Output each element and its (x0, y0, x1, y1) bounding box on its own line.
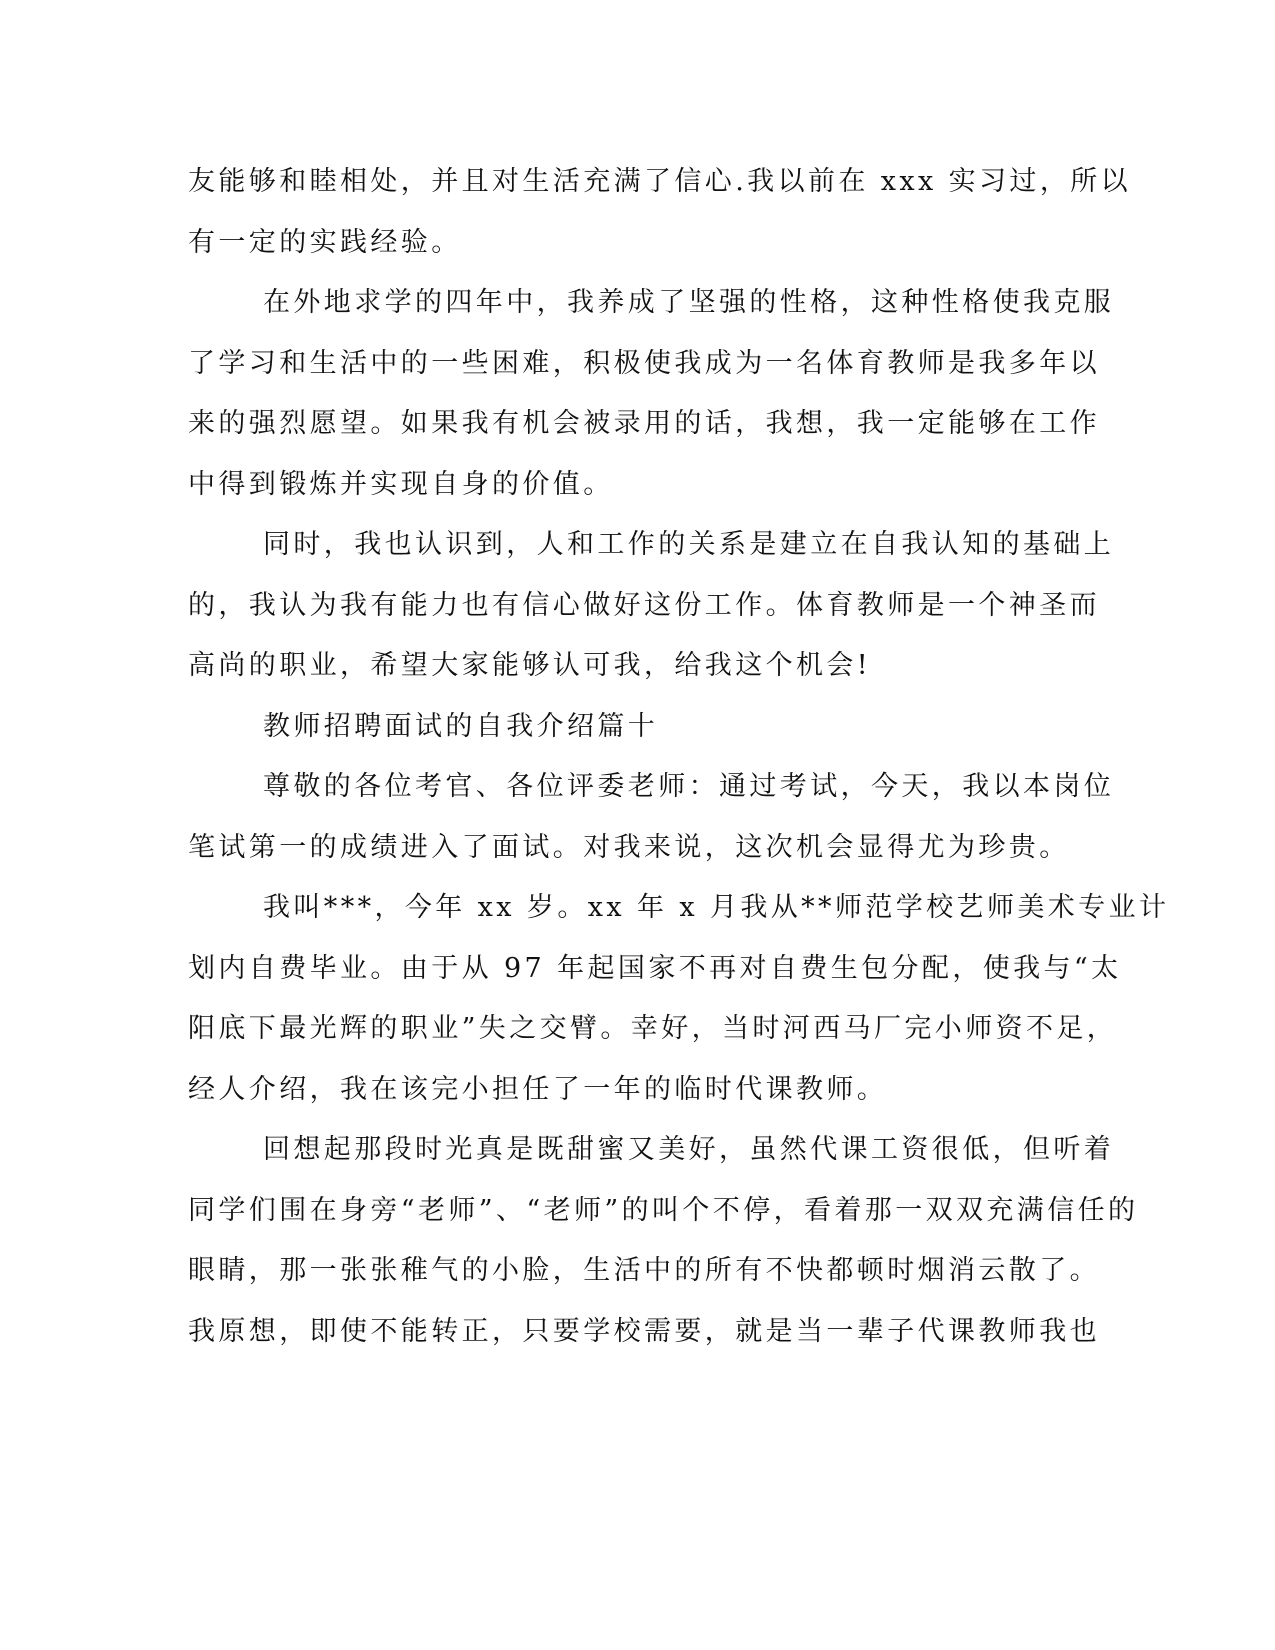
text-line: 有一定的实践经验。 (188, 226, 462, 258)
text-line: 的，我认为我有能力也有信心做好这份工作。体育教师是一个神圣而 (188, 589, 1100, 621)
text-line: 同时，我也认识到，人和工作的关系是建立在自我认知的基础上 (263, 529, 1115, 560)
text-line: 阳底下最光辉的职业”失之交臂。幸好，当时河西马厂完小师资不足， (188, 1013, 1118, 1044)
text-line: 我原想，即使不能转正，只要学校需要，就是当一辈子代课教师我也 (188, 1315, 1100, 1347)
paragraph (188, 515, 1115, 697)
text-line: 眼睛，那一张张稚气的小脸，生活中的所有不快都顿时烟消云散了。 (188, 1255, 1100, 1286)
text-line: 回想起那段时光真是既甜蜜又美好，虽然代课工资很低，但听着 (263, 1134, 1115, 1165)
text-line: 教师招聘面试的自我介绍篇十 (263, 710, 659, 742)
paragraph (188, 878, 1170, 1120)
section-heading (188, 697, 1078, 758)
paragraph (188, 1120, 1139, 1362)
text-line: 了学习和生活中的一些困难，积极使我成为一名体育教师是我多年以 (188, 347, 1100, 379)
text-line: 友能够和睦相处，并且对生活充满了信心.我以前在 xxx 实习过，所以 (188, 166, 1132, 197)
text-line: 在外地求学的四年中，我养成了坚强的性格，这种性格使我克服 (263, 287, 1115, 318)
paragraph (188, 152, 1132, 273)
text-line: 经人介绍，我在该完小担任了一年的临时代课教师。 (188, 1073, 888, 1105)
text-line: 来的强烈愿望。如果我有机会被录用的话，我想，我一定能够在工作 (188, 408, 1100, 439)
text-line: 同学们围在身旁“老师”、“老师”的叫个不停，看着那一双双充满信任的 (188, 1194, 1139, 1226)
paragraph (188, 757, 1115, 878)
text-line: 尊敬的各位考官、各位评委老师：通过考试，今天，我以本岗位 (263, 771, 1115, 802)
text-line: 高尚的职业，希望大家能够认可我，给我这个机会! (188, 650, 872, 681)
paragraph (188, 273, 1115, 515)
text-line: 划内自费毕业。由于从 97 年起国家不再对自费生包分配，使我与“太 (188, 952, 1122, 984)
text-line: 中得到锻炼并实现自身的价值。 (188, 468, 614, 500)
text-line: 我叫***，今年 xx 岁。xx 年 x 月我从**师范学校艺师美术专业计 (263, 892, 1170, 923)
text-line: 笔试第一的成绩进入了面试。对我来说，这次机会显得尤为珍贵。 (188, 831, 1070, 863)
document-body (188, 152, 1170, 1362)
